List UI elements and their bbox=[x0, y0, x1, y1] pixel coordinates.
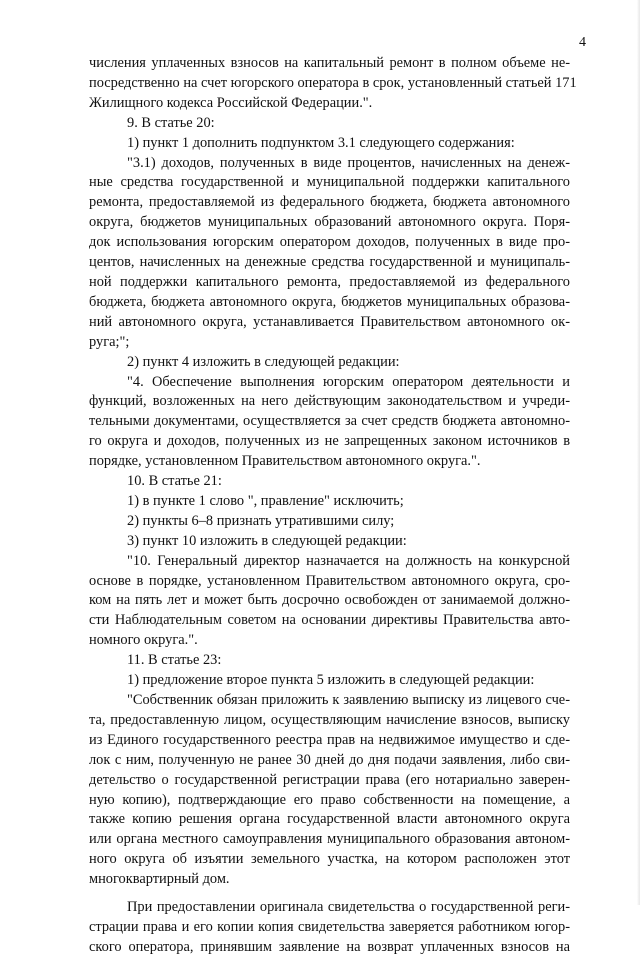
text-line: ные средства государственной и муниципальной поддержки капитального bbox=[89, 174, 570, 191]
text-line: 9. В статье 20: bbox=[127, 114, 215, 131]
text-line: При предоставлении оригинала свидетельства о государственной реги- bbox=[127, 899, 570, 916]
text-line: лок с ним, полученную не ранее 30 дней до дня подачи заявления, либо сви- bbox=[89, 751, 570, 768]
text-line: 1) пункт 1 дополнить подпунктом 3.1 следующего содержания: bbox=[127, 134, 515, 151]
text-line: "Собственник обязан приложить к заявлению выписку из лицевого сче- bbox=[127, 692, 570, 708]
text-line: или органа местного самоуправления муниципального образования автоном- bbox=[89, 831, 570, 848]
text-line: также копию решения органа государственной власти автономного округа bbox=[89, 811, 570, 828]
text-line: Жилищного кодекса Российской Федерации.". bbox=[89, 94, 373, 111]
text-line: 2) пункт 4 изложить в следующей редакции: bbox=[127, 353, 400, 370]
paragraph-gap bbox=[89, 890, 570, 898]
text-line: детельство о государственной регистрации права (его нотариально заверен- bbox=[89, 771, 570, 788]
text-line: порядке, установленном Правительством автономного округа.". bbox=[89, 453, 481, 470]
text-line: основе в порядке, установленном Правительством автономного округа, сро- bbox=[89, 572, 570, 589]
text-line: функций, возложенных на него действующим законодательством и учреди- bbox=[89, 393, 570, 410]
text-line: "10. Генеральный директор назначается на должность на конкурсной bbox=[127, 552, 570, 569]
text-line: из Единого государственного реестра прав на недвижимое имущество и сде- bbox=[89, 731, 570, 748]
text-line: 11. В статье 23: bbox=[127, 652, 222, 669]
text-line: руга;"; bbox=[89, 333, 130, 350]
text-line: ний автономного округа, устанавливается Правительством автономного ок- bbox=[89, 313, 570, 330]
text-line: 1) предложение второе пункта 5 изложить в следующей редакции: bbox=[127, 672, 535, 689]
text-line: ную копию), подтверждающие его право собственности на помещение, а bbox=[89, 791, 570, 808]
text-line: ком на пять лет и может быть досрочно освобожден от занимаемой должно- bbox=[89, 592, 570, 609]
text-line: посредственно на счет югорского оператора в срок, установленный статьей 171 bbox=[89, 74, 577, 91]
page-number: 4 bbox=[579, 35, 586, 50]
text-line: та, предоставленную лицом, осуществляющим начисление взносов, выписку bbox=[89, 711, 570, 728]
text-line: ского оператора, принявшим заявление на возврат уплаченных взносов на bbox=[89, 938, 570, 955]
text-line: 10. В статье 21: bbox=[127, 473, 222, 490]
text-line: го округа и доходов, полученных из не запрещенных законом источников в bbox=[89, 433, 570, 450]
text-line: 1) в пункте 1 слово ", правление" исключить; bbox=[127, 492, 404, 509]
text-line: тельными документами, осуществляется за счет средств бюджета автономно- bbox=[89, 413, 570, 430]
text-line: "3.1) доходов, полученных в виде процентов, начисленных на денеж- bbox=[127, 154, 570, 171]
text-line: 3) пункт 10 изложить в следующей редакции: bbox=[127, 532, 407, 549]
document-body bbox=[89, 54, 577, 958]
text-line: центов, начисленных на денежные средства государственной и муниципаль- bbox=[89, 254, 570, 271]
text-line: ной поддержки капитального ремонта, предоставляемой из федерального bbox=[89, 273, 570, 290]
text-line: номного округа.". bbox=[89, 632, 198, 649]
text-line: док использования югорским оператором доходов, полученных в виде про- bbox=[89, 234, 570, 251]
text-line: числения уплаченных взносов на капитальный ремонт в полном объеме не- bbox=[89, 55, 570, 71]
text-line: страции права и его копии копия свидетельства заверяется работником югор- bbox=[89, 918, 570, 935]
text-line: "4. Обеспечение выполнения югорским оператором деятельности и bbox=[127, 373, 570, 390]
text-line: бюджета, бюджета автономного округа, бюджетов муниципальных образова- bbox=[89, 293, 570, 310]
text-line: 2) пункты 6–8 признать утратившими силу; bbox=[127, 512, 395, 529]
text-line: ного округа об изъятии земельного участка, на котором расположен этот bbox=[89, 851, 570, 868]
text-line: ремонта, предоставляемой из федерального бюджета, бюджета автономного bbox=[89, 194, 570, 211]
text-line: многоквартирный дом. bbox=[89, 871, 230, 888]
text-line: сти Наблюдательным советом на основании директивы Правительства авто- bbox=[89, 612, 570, 629]
text-line: округа, бюджетов муниципальных образований автономного округа. Поря- bbox=[89, 214, 570, 231]
